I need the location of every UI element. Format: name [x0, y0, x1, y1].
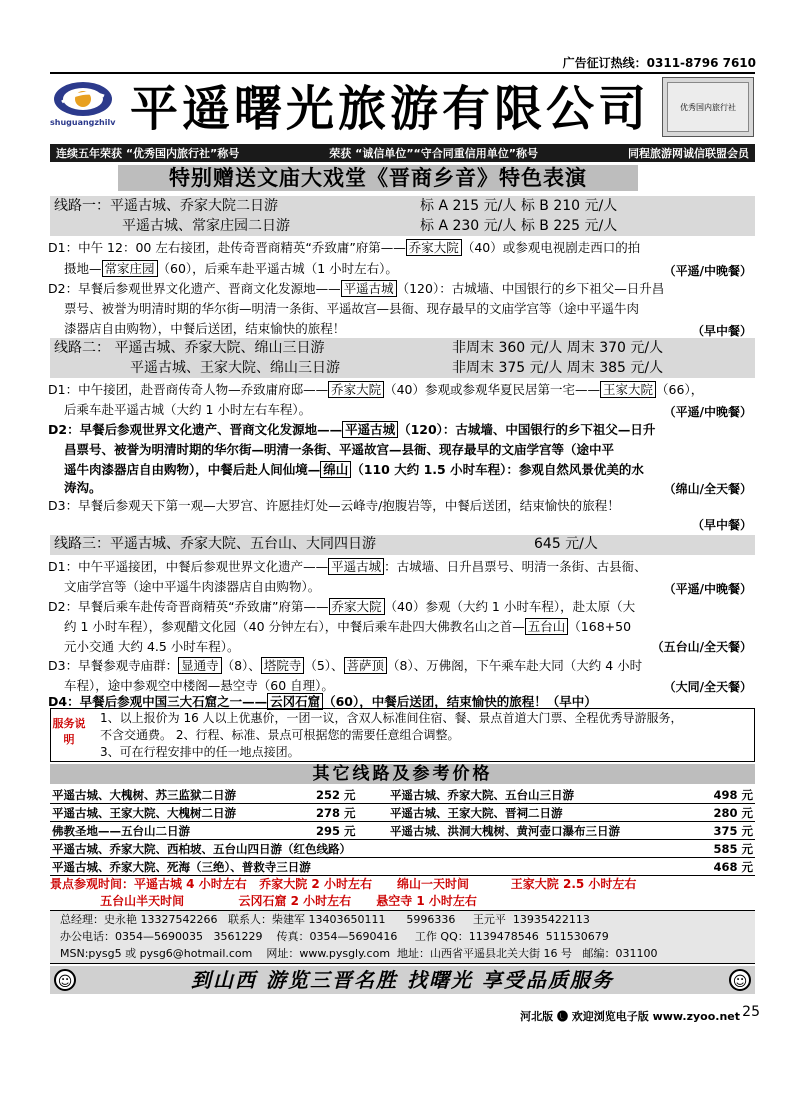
route1-price1: 标 A 215 元/人 标 B 210 元/人	[420, 198, 618, 214]
contact-box	[50, 910, 755, 964]
spot-qiaojia: 乔家大院	[406, 239, 462, 256]
route2-title: 线路二： 平遥古城、乔家大院、绵山三日游	[54, 340, 325, 356]
honors-bar	[50, 144, 755, 162]
route3-day2-meal: （五台山/全天餐）	[651, 640, 752, 654]
route3-price: 645 元/人	[534, 536, 598, 552]
spot-changjia: 常家庄园	[102, 260, 158, 277]
smiley-icon: ☺	[54, 969, 76, 991]
route3-day2-line3: 元小交通 大约 4.5 小时车程）。	[64, 639, 240, 654]
spot-qiaojia: 乔家大院	[329, 598, 385, 615]
route3-day3-line2: 车程），途中参观空中楼阁—悬空寺（60 自理）。	[64, 678, 334, 693]
route1-title2: 平遥古城、常家庄园二日游	[122, 218, 290, 234]
route3-day1-line1: D1：中午平遥接团，中餐后参观世界文化遗产—— 平遥古城 ：古城墙、日升昌票号、明清一条街、古县衙、	[48, 559, 647, 574]
route3-day3-line1: D3：早餐参观寺庙群： 显通寺 （8）、 塔院寺 （5）、 菩萨顶 （8）、万佛阁，下午乘车赴大同（大约 4 小时	[48, 658, 643, 673]
page-number: 25	[742, 1004, 760, 1020]
spot-wutaishan: 五台山	[525, 618, 569, 635]
route1-day1-meal: （平遥/中晚餐）	[663, 264, 752, 278]
route3-day1-line2: 文庙学宫等（途中平遥牛肉漆器店自由购物）。	[64, 579, 321, 594]
route2-day1-meal: （平遥/中晚餐）	[663, 405, 752, 419]
route2-day2-line3: 遥牛肉漆器店自由购物），中餐后赴人间仙境— 绵山 （110 大约 1.5 小时车程）：参观自然风景优美的水	[64, 462, 644, 477]
sightseeing-line-2: 五台山半天时间 云冈石窟 2 小时左右 悬空寺 1 小时左右	[50, 894, 477, 908]
service-item: 不含交通费。 2、行程、标准、景点可根据您的需要任意组合调整。	[100, 728, 460, 742]
certificate-text: 优秀国内旅行社	[680, 102, 736, 112]
table-row: 佛教圣地——五台山二日游 295 元 平遥古城、洪洞大槐树、黄河壶口瀑布三日游 375 元	[52, 823, 753, 838]
company-name: 平遥曙光旅游有限公司	[130, 81, 651, 137]
spot-yungang: 云冈石窟	[267, 693, 323, 710]
table-row: 平遥古城、乔家大院、西柏坡、五台山四日游（红色线路） 585 元	[52, 841, 753, 856]
smiley-icon: ☺	[729, 969, 751, 991]
logo-icon	[52, 80, 114, 118]
route1-day2-meal: （早中餐）	[691, 324, 752, 338]
spot-wangjia: 王家大院	[600, 381, 656, 398]
route1-day2-line2: 票号、被誉为明清时期的华尔街—明清一条街、平遥故宫—县衙、现存最早的文庙学宫等（途中平遥牛肉	[64, 301, 640, 316]
route3-day4-line1: D4：早餐后参观中国三大石窟之一—— 云冈石窟 （60），中餐后送团，结束愉快的旅程！（早中）	[48, 694, 597, 709]
spot-pingyao: 平遥古城	[342, 421, 398, 438]
route2-day3-line1: D3：早餐后参观天下第一观—大罗宫、许愿挂灯处—云峰寺/抱腹岩等，中餐后送团，结束愉快的旅程！	[48, 498, 620, 513]
route1-day1-line1: D1：中午 12：00 左右接团，赴传奇晋商精英“乔致庸”府第—— 乔家大院 （40）或参观电视剧走西口的拍	[48, 240, 641, 255]
spot-pingyao: 平遥古城	[341, 280, 397, 297]
route2-day2-meal: （绵山/全天餐）	[663, 482, 752, 496]
service-item: 1、以上报价为 16 人以上优惠价，一团一议，含双人标准间住宿、餐、景点首道大门票、全程优秀导游服务，	[100, 711, 683, 725]
route1-day1-line2: 摄地— 常家庄园 （60），后乘车赴平遥古城（1 小时左右）。	[64, 261, 398, 276]
route3-day1-meal: （平遥/中晚餐）	[663, 582, 752, 596]
promo-banner: 特别赠送文庙大戏堂《晋商乡音》特色表演	[118, 165, 638, 191]
footer-text: 河北版 🅤 欢迎浏览电子版 www.zyoo.net	[520, 1010, 740, 1023]
spot-tayuan: 塔院寺	[261, 657, 305, 674]
route2-day3-meal: （早中餐）	[691, 518, 752, 532]
route1-day2-line3: 漆器店自由购物），中餐后送团，结束愉快的旅程！	[64, 321, 346, 336]
route3-title: 线路三：平遥古城、乔家大院、五台山、大同四日游	[54, 536, 376, 552]
route2-day2-line4: 涛沟。	[64, 480, 102, 495]
spot-mianshan: 绵山	[320, 461, 351, 478]
route2-price2: 非周末 375 元/人 周末 385 元/人	[452, 360, 664, 376]
route3-day3-meal: （大同/全天餐）	[663, 680, 752, 694]
sightseeing-line-1: 景点参观时间：平遥古城 4 小时左右 乔家大院 2 小时左右 绵山一天时间 王家大院 2.5 小时左右	[50, 877, 637, 891]
other-routes-title: 其它线路及参考价格	[50, 764, 755, 784]
logo-text: shuguangzhilv	[50, 118, 116, 127]
other-routes-table	[50, 786, 755, 876]
sightseeing-times	[50, 876, 636, 910]
honor-3: 同程旅游网诚信联盟会员	[627, 147, 749, 160]
service-label: 服务说明	[52, 717, 86, 746]
honor-1: 连续五年荣获 “优秀国内旅行社”称号	[56, 147, 240, 160]
route1-title: 线路一：平遥古城、乔家大院二日游	[54, 198, 278, 214]
contact-line-1: 总经理：史永艳 13327542266 联系人：柴建军 13403650111 5996336 王元平 13935422113	[60, 913, 590, 926]
spot-pingyao: 平遥古城	[328, 558, 384, 575]
slogan-banner: 到山西 游览三晋名胜 找曙光 享受品质服务	[50, 966, 755, 994]
route1-day2-line1: D2：早餐后参观世界文化遗产、晋商文化发源地—— 平遥古城 （120）：古城墙、中国银行的乡下祖父—日升昌	[48, 281, 665, 296]
certificate-plaque	[662, 77, 754, 137]
ad-hotline: 广告征订热线：0311-8796 7610	[562, 56, 756, 70]
table-row: 平遥古城、乔家大院、死海（三绝）、普救寺三日游 468 元	[52, 859, 753, 874]
route2-day1-line1: D1：中午接团，赴晋商传奇人物—乔致庸府邸—— 乔家大院 （40）参观或参观华夏民居第一宅—— 王家大院 （66），	[48, 382, 704, 397]
table-row: 平遥古城、大槐树、苏三监狱二日游 252 元 平遥古城、乔家大院、五台山三日游 498 元	[52, 787, 753, 802]
route2-day2-line2: 昌票号、被誉为明清时期的华尔街—明清一条街、平遥故宫—县衙、现存最早的文庙学宫等（途中平	[64, 442, 615, 457]
spot-qiaojia: 乔家大院	[328, 381, 384, 398]
contact-line-3: MSN:pysg5 或 pysg6@hotmail.com 网址：www.pysgly.com 地址：山西省平遥县北关大街 16 号 邮编：031100	[60, 947, 658, 960]
service-item: 3、可在行程安排中的任一地点接团。	[100, 745, 300, 759]
route2-title2: 平遥古城、王家大院、绵山三日游	[130, 360, 340, 376]
contact-line-2: 办公电话：0354—5690035 3561229 传真：0354—5690416 工作 QQ：1139478546 511530679	[60, 930, 609, 943]
route2-day1-line2: 后乘车赴平遥古城（大约 1 小时左右车程）。	[64, 402, 312, 417]
spot-pusading: 菩萨顶	[344, 657, 388, 674]
route3-day2-line2: 约 1 小时车程），参观醋文化园（40 分钟左右），中餐后乘车赴四大佛教名山之首— 五台山 （168+50	[64, 619, 632, 634]
route2-price1: 非周末 360 元/人 周末 370 元/人	[452, 340, 664, 356]
route3-day2-line1: D2：早餐后乘车赴传奇晋商精英“乔致庸”府第—— 乔家大院 （40）参观（大约 1 小时车程），赴太原（大	[48, 599, 636, 614]
service-list	[100, 710, 683, 761]
spot-xiantong: 显通寺	[178, 657, 222, 674]
route1-price2: 标 A 230 元/人 标 B 225 元/人	[420, 218, 618, 234]
route2-day2-line1: D2：早餐后参观世界文化遗产、晋商文化发源地—— 平遥古城 （120）：古城墙、中国银行的乡下祖父—日升	[48, 422, 656, 437]
table-row: 平遥古城、王家大院、大槐树二日游 278 元 平遥古城、王家大院、晋祠二日游 280 元	[52, 805, 753, 820]
honor-2: 荣获 “诚信单位”“守合同重信用单位”称号	[329, 147, 539, 160]
